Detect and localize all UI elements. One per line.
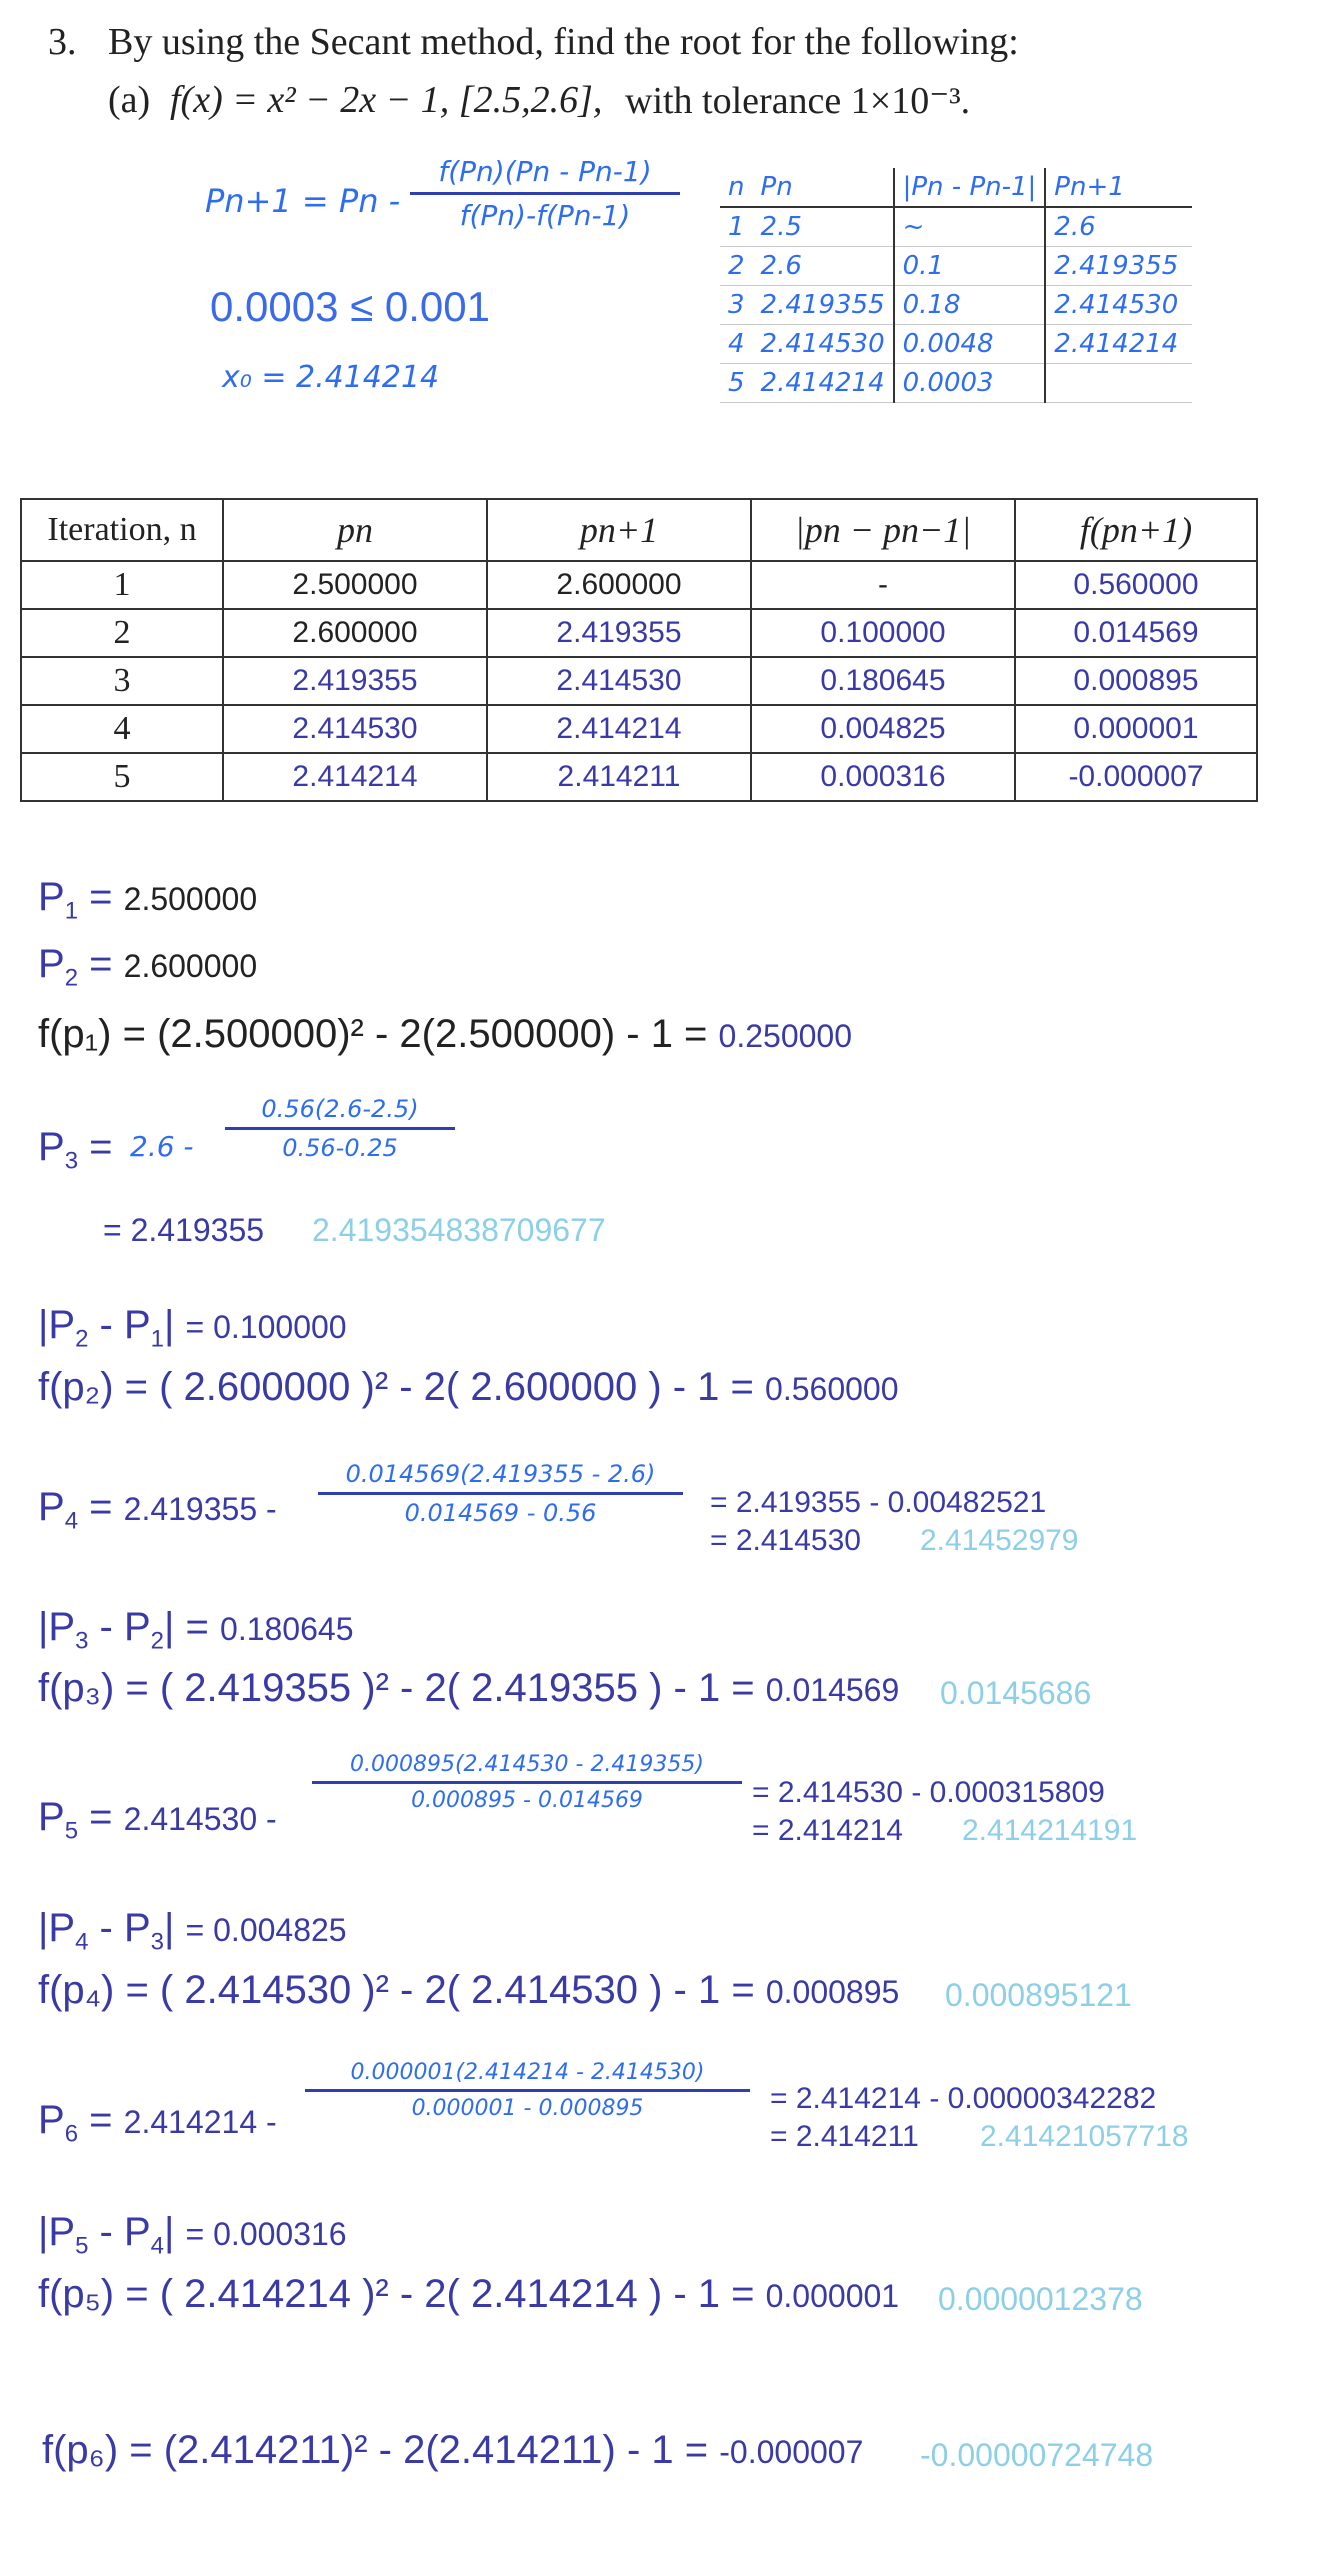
cell-pn1: 2.414530 <box>487 657 751 705</box>
fp3-full-value: 0.0145686 <box>940 1675 1092 1711</box>
d54-line: $|P_5 - P_4| = 0.000316$ <box>38 2210 347 2260</box>
cell-f: 0.000895 <box>1015 657 1257 705</box>
cell-pn1: 2.419355 <box>487 609 751 657</box>
table-row <box>21 753 1257 801</box>
fraction-bar <box>312 1781 742 1784</box>
p3-full-value: 2.419354838709677 <box>312 1212 606 1248</box>
d43-line: $|P_4 - P_3| = 0.004825$ <box>38 1906 347 1956</box>
cell-n: 2 <box>21 609 223 657</box>
p4-denominator: 0.014569 - 0.56 <box>404 1499 597 1527</box>
cell-pn: 2.414530 <box>223 705 487 753</box>
cell-f: 0.560000 <box>1015 561 1257 609</box>
p3-numerator: 0.56(2.6-2.5) <box>261 1095 419 1123</box>
hw-cell: 0.18 <box>894 286 1046 325</box>
p4-step1: = 2.419355 - 0.00482521 <box>710 1486 1047 1519</box>
header-pn1: pn+1 <box>487 499 751 561</box>
p4-label: $P_4 = 2.419355$ - <box>38 1485 277 1535</box>
cell-pn1: 2.414214 <box>487 705 751 753</box>
cell-diff: - <box>751 561 1015 609</box>
p6-fraction <box>305 2060 750 2121</box>
cell-pn: 2.419355 <box>223 657 487 705</box>
p5-prefix: 2.414530 - <box>123 1801 277 1837</box>
handwritten-formula-fraction <box>410 155 680 232</box>
cell-pn1: 2.414211 <box>487 753 751 801</box>
d32-value: 0.180645 <box>220 1611 354 1647</box>
hw-cell: 2 <box>720 247 753 286</box>
hw-cell: 2.414214 <box>753 364 894 403</box>
p6-step1: = 2.414214 - 0.00000342282 <box>770 2082 1157 2115</box>
p4-numerator: 0.014569(2.419355 - 2.6) <box>345 1460 656 1488</box>
p2-value: 2.600000 <box>123 948 258 984</box>
header-fpn1: f(pn+1) <box>1015 499 1257 561</box>
handwritten-table <box>720 168 1192 403</box>
hw-cell <box>1045 364 1192 403</box>
fp2-line <box>38 1365 899 1410</box>
hw-cell: 1 <box>720 207 753 247</box>
hw-cell: 4 <box>720 325 753 364</box>
hw-cell: 3 <box>720 286 753 325</box>
hw-header-pn: Pn <box>753 168 894 207</box>
hw-cell: 2.6 <box>753 247 894 286</box>
fp6-value: -0.000007 <box>719 2434 864 2470</box>
table-row <box>21 657 1257 705</box>
d21-value: = 0.100000 <box>185 1309 347 1345</box>
hw-header-n: n <box>720 168 753 207</box>
fp5-line <box>38 2272 899 2317</box>
iteration-table <box>20 498 1258 802</box>
p3-prefix: 2.6 - <box>130 1130 194 1163</box>
d32-line: $|P_3 - P_2| = 0.180645$ <box>38 1605 354 1655</box>
p6-step2: = 2.414211 <box>770 2120 919 2153</box>
handwritten-result: x₀ = 2.414214 <box>222 360 440 395</box>
p4-fraction <box>318 1460 683 1527</box>
p6-label: $P_6 = 2.414214$ - <box>38 2098 277 2148</box>
p3-fraction <box>225 1095 455 1162</box>
table-header-row <box>21 499 1257 561</box>
hw-cell: 2.419355 <box>1045 247 1192 286</box>
p3-label: $P_3$ = <box>38 1125 113 1175</box>
table-row <box>21 609 1257 657</box>
header-iteration: Iteration, n <box>21 499 223 561</box>
p1-line: $P_1 = 2.500000$ <box>38 875 258 925</box>
fp6-expression: f(p₆) = (2.414211)² - 2(2.414211) - 1 = <box>42 2428 709 2472</box>
p3-value: = 2.419355 <box>103 1212 265 1248</box>
hw-cell: 2.5 <box>753 207 894 247</box>
d54-value: = 0.000316 <box>185 2216 347 2252</box>
d43-value: = 0.004825 <box>185 1912 347 1948</box>
p5-label: $P_5 = 2.414530$ - <box>38 1795 277 1845</box>
header-diff: |pn − pn−1| <box>751 499 1015 561</box>
p6-numerator: 0.000001(2.414214 - 2.414530) <box>350 2060 705 2085</box>
cell-diff: 0.180645 <box>751 657 1015 705</box>
table-row <box>21 561 1257 609</box>
cell-pn: 2.500000 <box>223 561 487 609</box>
cell-f: 0.000001 <box>1015 705 1257 753</box>
fp4-full-value: 0.000895121 <box>945 1977 1132 2013</box>
cell-pn: 2.600000 <box>223 609 487 657</box>
p2-line: $P_2 = 2.600000$ <box>38 942 258 992</box>
p5-fraction <box>312 1752 742 1813</box>
fp6-full-value: -0.00000724748 <box>920 2437 1154 2473</box>
hw-cell: 2.414530 <box>1045 286 1192 325</box>
p5-numerator: 0.000895(2.414530 - 2.419355) <box>349 1752 704 1777</box>
header-pn: pn <box>223 499 487 561</box>
cell-pn1: 2.600000 <box>487 561 751 609</box>
hw-cell: 2.419355 <box>753 286 894 325</box>
p5-step2: = 2.414214 <box>752 1814 903 1847</box>
tolerance-check: 0.0003 ≤ 0.001 <box>210 283 490 330</box>
cell-n: 3 <box>21 657 223 705</box>
question-tolerance: with tolerance 1×10⁻³. <box>625 80 971 122</box>
hw-header-diff: |Pn - Pn-1| <box>894 168 1046 207</box>
fp3-value: 0.014569 <box>765 1672 900 1708</box>
cell-diff: 0.000316 <box>751 753 1015 801</box>
fp4-value: 0.000895 <box>765 1974 900 2010</box>
hw-cell: ~ <box>894 207 1046 247</box>
fp5-full-value: 0.0000012378 <box>938 2281 1143 2317</box>
handwritten-formula-lhs: Pn+1 = Pn - <box>205 182 401 220</box>
fp5-value: 0.000001 <box>765 2278 900 2314</box>
hw-header-pn1: Pn+1 <box>1045 168 1192 207</box>
fp5-expression: f(p₅) = ( 2.414214 )² - 2( 2.414214 ) - 1 = <box>38 2272 755 2316</box>
hw-cell: 2.414530 <box>753 325 894 364</box>
question-number: 3. <box>48 21 77 63</box>
p5-step1: = 2.414530 - 0.000315809 <box>752 1776 1105 1809</box>
cell-n: 5 <box>21 753 223 801</box>
d21-line: $|P_2 - P_1| = 0.100000$ <box>38 1303 347 1353</box>
fp4-line <box>38 1968 899 2013</box>
table-row <box>21 705 1257 753</box>
hw-cell: 2.414214 <box>1045 325 1192 364</box>
p3-denominator: 0.56-0.25 <box>282 1134 398 1162</box>
fraction-bar <box>318 1492 683 1495</box>
fraction-bar <box>225 1127 455 1130</box>
question-part: (a) <box>108 79 151 121</box>
hw-cell: 2.6 <box>1045 207 1192 247</box>
cell-f: -0.000007 <box>1015 753 1257 801</box>
hw-cell: 0.0003 <box>894 364 1046 403</box>
fp1-value: 0.250000 <box>718 1018 853 1054</box>
p6-prefix: 2.414214 - <box>123 2104 277 2140</box>
fp4-expression: f(p₄) = ( 2.414530 )² - 2( 2.414530 ) - 1 = <box>38 1968 755 2012</box>
p6-denominator: 0.000001 - 0.000895 <box>411 2096 644 2121</box>
cell-pn: 2.414214 <box>223 753 487 801</box>
handwritten-formula-numerator: f(Pn)(Pn - Pn-1) <box>438 155 652 188</box>
fraction-bar <box>410 192 680 195</box>
fp3-line <box>38 1666 899 1711</box>
p6-full-value: 2.41421057718 <box>980 2120 1189 2153</box>
p5-full-value: 2.414214191 <box>962 1814 1138 1847</box>
cell-diff: 0.100000 <box>751 609 1015 657</box>
hw-cell: 0.0048 <box>894 325 1046 364</box>
cell-n: 4 <box>21 705 223 753</box>
question-function: f(x) = x² − 2x − 1, [2.5,2.6], <box>170 79 603 121</box>
cell-f: 0.014569 <box>1015 609 1257 657</box>
p4-full-value: 2.41452979 <box>920 1524 1079 1557</box>
fp6-line <box>42 2428 863 2473</box>
handwritten-formula-denominator: f(Pn)-f(Pn-1) <box>459 199 631 232</box>
cell-n: 1 <box>21 561 223 609</box>
question-prompt: By using the Secant method, find the root for the following: <box>108 21 1019 63</box>
hw-cell: 0.1 <box>894 247 1046 286</box>
fp1-line <box>38 1012 852 1057</box>
fp1-expression: f(p₁) = (2.500000)² - 2(2.500000) - 1 = <box>38 1012 708 1056</box>
fraction-bar <box>305 2089 750 2092</box>
p1-value: 2.500000 <box>123 881 258 917</box>
fp3-expression: f(p₃) = ( 2.419355 )² - 2( 2.419355 ) - 1 = <box>38 1666 755 1710</box>
hw-cell: 5 <box>720 364 753 403</box>
cell-diff: 0.004825 <box>751 705 1015 753</box>
p4-prefix: 2.419355 - <box>123 1491 277 1527</box>
fp2-expression: f(p₂) = ( 2.600000 )² - 2( 2.600000 ) - 1 = <box>38 1365 754 1409</box>
p4-step2: = 2.414530 <box>710 1524 861 1557</box>
fp2-value: 0.560000 <box>765 1371 899 1407</box>
p5-denominator: 0.000895 - 0.014569 <box>411 1788 643 1813</box>
